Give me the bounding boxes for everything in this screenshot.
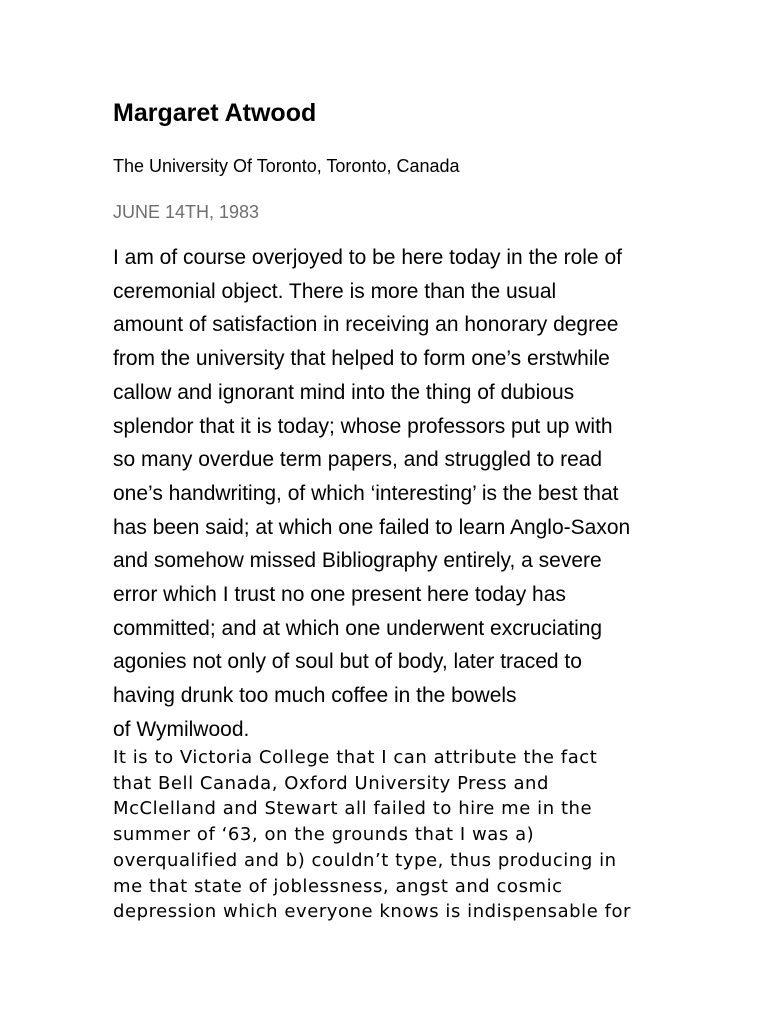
body-paragraph-2 [113,745,631,925]
paragraph-line: It is to Victoria College that I can attribute the fact [113,747,598,768]
paragraph-line: splendor that it is today; whose professors put up with [113,414,613,438]
body-paragraph-1 [113,241,630,747]
paragraph-line: from the university that helped to form one’s erstwhile [113,347,610,371]
document-date: JUNE 14TH, 1983 [113,202,260,222]
paragraph-line: error which I trust no one present here today has [113,583,566,607]
paragraph-line: amount of satisfaction in receiving an honorary degree [113,313,619,337]
paragraph-line: McClelland and Stewart all failed to hire me in the [113,798,593,820]
paragraph-line: depression which everyone knows is indispensable for [113,901,632,923]
paragraph-line: I am of course overjoyed to be here today in the role of [113,246,622,269]
document-subtitle: The University Of Toronto, Toronto, Canada [113,156,460,176]
paragraph-line: committed; and at which one underwent excruciating [113,616,603,640]
paragraph-line: and somehow missed Bibliography entirely, a severe [113,549,602,573]
paragraph-line: agonies not only of soul but of body, later traced to [113,650,582,674]
paragraph-line: of Wymilwood. [113,717,250,741]
paragraph-line: that Bell Canada, Oxford University Press and [113,772,549,794]
paragraph-line: overqualified and b) couldn’t type, thus producing in [113,849,617,871]
paragraph-line: callow and ignorant mind into the thing of dubious [113,380,575,404]
paragraph-line: summer of ‘63, on the grounds that I was a) [113,824,535,846]
paragraph-line: having drunk too much coffee in the bowels [113,684,517,708]
document-title: Margaret Atwood [113,99,317,127]
paragraph-line: me that state of joblessness, angst and cosmic [113,875,563,897]
paragraph-line: one’s handwriting, of which ‘interesting’ is the best that [113,481,619,505]
paragraph-line: ceremonial object. There is more than the usual [113,279,557,303]
paragraph-line: has been said; at which one failed to learn Anglo-Saxon [113,515,631,539]
paragraph-line: so many overdue term papers, and struggled to read [113,448,603,472]
